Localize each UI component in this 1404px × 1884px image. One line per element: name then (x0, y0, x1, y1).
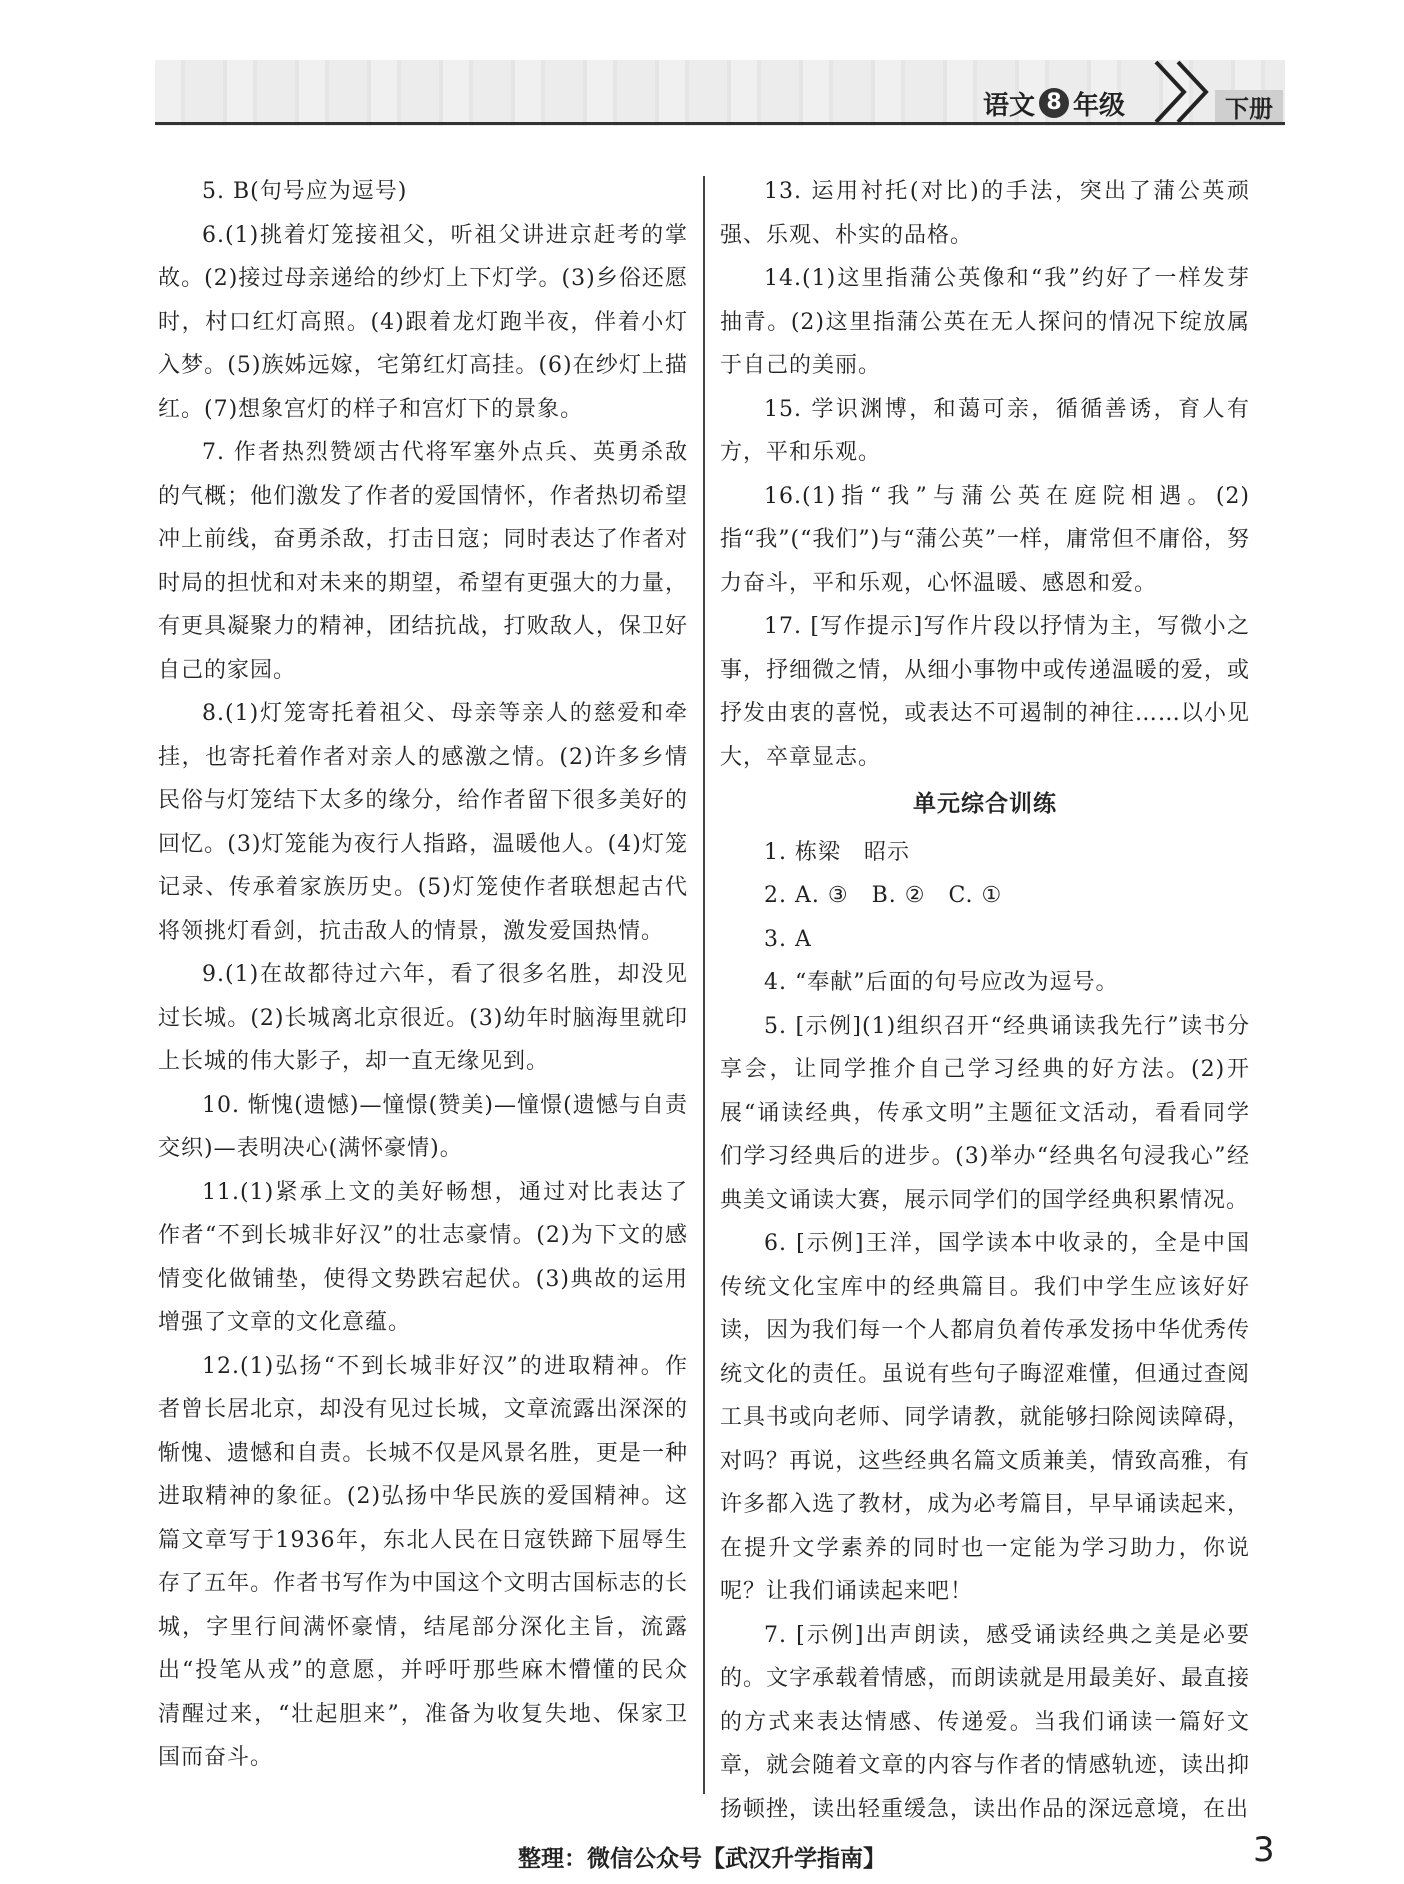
section-title: 单元综合训练 (913, 791, 1057, 817)
answer-item: 5. B(句号应为逗号) (202, 179, 408, 204)
answer-item: 15. 学识渊博，和蔼可亲，循循善诱，育人有方，平和乐观。 (720, 396, 1250, 465)
grade-suffix: 年级 (1073, 90, 1126, 121)
answer-item: 6.(1)挑着灯笼接祖父，听祖父讲进京赶考的掌故。(2)接过母亲递给的纱灯上下灯学。(3)乡俗还愿时，村口红灯高照。(4)跟着龙灯跑半夜，伴着小灯入梦。(5)族姊远嫁，宅第红灯高挂。(6)在纱灯上描红。(7)想象宫灯的样子和宫灯下的景象。 (158, 222, 688, 422)
answer-item: 16.(1)指“我”与蒲公英在庭院相遇。(2)指“我”(“我们”)与“蒲公英”一样，庸常但不庸俗，努力奋斗，平和乐观，心怀温暖、感恩和爱。 (720, 483, 1250, 596)
answer-item: 14.(1)这里指蒲公英像和“我”约好了一样发芽抽青。(2)这里指蒲公英在无人探问的情况下绽放属于自己的美丽。 (720, 266, 1250, 378)
answer-item: 3. A (764, 926, 812, 952)
column-divider (703, 176, 705, 1794)
volume-label: 下册 (1215, 90, 1283, 122)
answer-item: 7. 作者热烈赞颂古代将军塞外点兵、英勇杀敌的气概；他们激发了作者的爱国情怀，作者热切希望冲上前线，奋勇杀敌，打击日寇；同时表达了作者对时局的担忧和对未来的期望，希望有更强大的力量，有更具凝聚力的精神，团结抗战，打败敌人，保卫好自己的家园。 (158, 440, 688, 683)
header-subject-grade (983, 84, 1125, 122)
double-chevron-icon (1150, 58, 1222, 126)
answer-item: 8.(1)灯笼寄托着祖父、母亲等亲人的慈爱和牵挂，也寄托着作者对亲人的感激之情。(2)许多乡情民俗与灯笼结下太多的缘分，给作者留下很多美好的回忆。(3)灯笼能为夜行人指路，温暖他人。(4)灯笼记录、传承着家族历史。(5)灯笼使作者联想起古代将领挑灯看剑，抗击敌人的情景，激发爱国热情。 (158, 701, 688, 944)
header-rule (155, 122, 1285, 125)
page-number: 3 (1253, 1830, 1275, 1870)
grade-number-badge: 8 (1039, 88, 1069, 118)
answer-item: 17. [写作提示]写作片段以抒情为主，写微小之事，抒细微之情，从细小事物中或传递温暖的爱，或抒发由衷的喜悦，或表达不可遏制的神往……以小见大，卒章显志。 (720, 614, 1250, 770)
answer-item: 10. 惭愧(遗憾)—憧憬(赞美)—憧憬(遗憾与自责交织)—表明决心(满怀豪情)。 (158, 1092, 688, 1161)
left-column (158, 170, 688, 1780)
answer-item: 12.(1)弘扬“不到长城非好汉”的进取精神。作者曾长居北京，却没有见过长城，文章流露出深深的惭愧、遗憾和自责。长城不仅是风景名胜，更是一种进取精神的象征。(2)弘扬中华民族的爱国精神。这篇文章写于1936年，东北人民在日寇铁蹄下屈辱生存了五年。作者书写作为中国这个文明古国标志的长城，字里行间满怀豪情，结尾部分深化主旨，流露出“投笔从戎”的意愿，并呼吁那些麻木懵懂的民众清醒过来，“壮起胆来”，准备为收复失地、保家卫国而奋斗。 (158, 1353, 688, 1770)
answer-item: 11.(1)紧承上文的美好畅想，通过对比表达了作者“不到长城非好汉”的壮志豪情。(2)为下文的感情变化做铺垫，使得文势跌宕起伏。(3)典故的运用增强了文章的文化意蕴。 (158, 1179, 688, 1335)
answer-item: 5. [示例](1)组织召开“经典诵读我先行”读书分享会，让同学推介自己学习经典的好方法。(2)开展“诵读经典，传承文明”主题征文活动，看看同学们学习经典后的进步。(3)举办“经典名句浸我心”经典美文诵读大赛，展示同学们的国学经典积累情况。 (720, 1013, 1250, 1213)
answer-item: 13. 运用衬托(对比)的手法，突出了蒲公英顽强、乐观、朴实的品格。 (720, 179, 1250, 248)
subject-label: 语文 (983, 90, 1036, 121)
answer-item: 4. “奉献”后面的句号应改为逗号。 (764, 970, 1119, 995)
right-column (720, 170, 1250, 1831)
answer-item: 7. [示例]出声朗读，感受诵读经典之美是必要的。文字承载着情感，而朗读就是用最美好、最直接的方式来表达情感、传递爱。当我们诵读一篇好文章，就会随着文章的内容与作者的情感轨迹，读出抑扬顿挫，读出轻重缓急，读出作品的深远意境，在出 (720, 1622, 1250, 1822)
answer-item: 6. [示例]王洋，国学读本中收录的，全是中国传统文化宝库中的经典篇目。我们中学生应该好好读，因为我们每一个人都肩负着传承发扬中华优秀传统文化的责任。虽说有些句子晦涩难懂，但通过查阅工具书或向老师、同学请教，就能够扫除阅读障碍，对吗？再说，这些经典名篇文质兼美，情致高雅，有许多都入选了教材，成为必考篇目，早早诵读起来，在提升文学素养的同时也一定能为学习助力，你说呢？让我们诵读起来吧！ (720, 1231, 1250, 1604)
answer-item: 1. 栋梁 昭示 (764, 839, 910, 865)
footer-credit: 整理：微信公众号【武汉升学指南】 (518, 1846, 886, 1872)
answer-item: 2. A. ③ B. ② C. ① (764, 883, 1003, 908)
answer-item: 9.(1)在故都待过六年，看了很多名胜，却没见过长城。(2)长城离北京很近。(3)幼年时脑海里就印上长城的伟大影子，却一直无缘见到。 (158, 962, 688, 1074)
